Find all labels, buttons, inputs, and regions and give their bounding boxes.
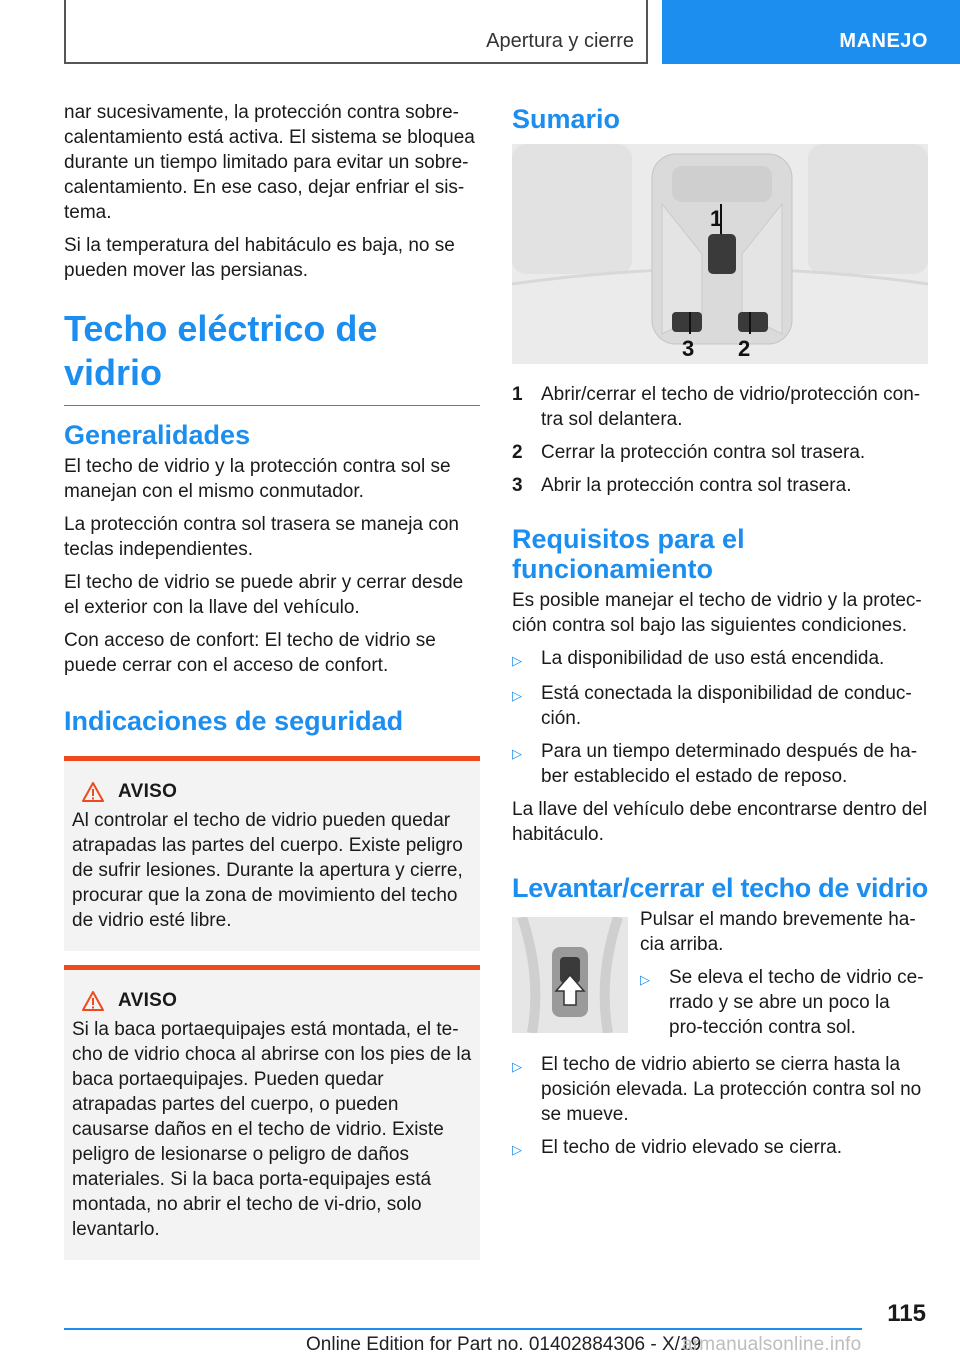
item-text: Abrir la protección contra sol trasera. xyxy=(541,475,852,496)
section-heading-seguridad: Indicaciones de seguridad xyxy=(64,706,404,736)
warning-box xyxy=(64,756,480,951)
paragraph: Si la temperatura del habitáculo es baja, no se pueden mover las persianas. xyxy=(64,235,455,281)
bullet-text: Se eleva el techo de vidrio ce-rrado y se abre un poco la pro-tección contra sol. xyxy=(669,967,924,1038)
page-title: Techo eléctrico de vidrio xyxy=(64,307,480,406)
paragraph: El techo de vidrio y la protección contra sol se manejan con el mismo conmutador. xyxy=(64,456,451,502)
header-chapter-tab xyxy=(662,0,960,64)
edition-text: Online Edition for Part no. 01402884306 - X/19 xyxy=(306,1334,702,1355)
list-item xyxy=(512,473,928,498)
switch-illustration xyxy=(512,917,628,1033)
page-number: 115 xyxy=(887,1300,926,1327)
warning-title xyxy=(72,988,472,1013)
item-number: 1 xyxy=(512,384,523,405)
header-chapter-label: MANEJO xyxy=(839,30,928,52)
bullet-item xyxy=(640,965,928,1040)
roof-console-figure xyxy=(512,144,928,364)
bullet-text: La disponibilidad de uso está encendida. xyxy=(541,648,885,669)
watermark: armanualsonline.info xyxy=(682,1334,862,1355)
paragraph: Con acceso de confort: El techo de vidrio se puede cerrar con el acceso de confort. xyxy=(64,630,436,676)
bullet-item xyxy=(512,1052,928,1127)
lift-instruction xyxy=(512,907,928,1048)
bullet-text: El techo de vidrio abierto se cierra hasta la posición elevada. La protección contra sol no se mueve. xyxy=(541,1054,922,1125)
figure-label-3: 3 xyxy=(682,336,695,361)
item-number: 2 xyxy=(512,442,523,463)
warning-box xyxy=(64,965,480,1260)
bullet-marker-icon: ▷ xyxy=(640,972,650,987)
bullet-item xyxy=(512,646,928,673)
figure-label-1: 1 xyxy=(710,206,723,231)
header-section-title: Apertura y cierre xyxy=(486,30,634,52)
warning-triangle-icon xyxy=(82,991,104,1011)
warning-label: AVISO xyxy=(118,781,178,802)
item-text: Cerrar la protección contra sol trasera. xyxy=(541,442,866,463)
bullet-marker-icon: ▷ xyxy=(512,1142,522,1157)
switch-thumbnail xyxy=(512,917,628,1033)
bullet-text: Está conectada la disponibilidad de conduc-ción. xyxy=(541,683,912,729)
bullet-text: El techo de vidrio elevado se cierra. xyxy=(541,1137,842,1158)
section-heading-generalidades: Generalidades xyxy=(64,420,251,450)
bullet-item xyxy=(512,681,928,731)
footer-divider xyxy=(64,1328,862,1330)
paragraph: nar sucesivamente, la protección contra sobre-calentamiento está activa. El sistema se bloquea durante un tiempo limitado para evitar un sobre-calentamiento. En ese caso, dejar enfriar el sis-tema. xyxy=(64,102,475,223)
section-heading-requisitos: Requisitos para el funcionamiento xyxy=(512,524,745,584)
bullet-marker-icon: ▷ xyxy=(512,653,522,668)
bullet-text: Para un tiempo determinado después de ha-ber establecido el estado de reposo. xyxy=(541,741,918,787)
bullet-marker-icon: ▷ xyxy=(512,1059,522,1074)
paragraph: Es posible manejar el techo de vidrio y la protec-ción contra sol bajo las siguientes condiciones. xyxy=(512,590,922,636)
section-heading-sumario: Sumario xyxy=(512,104,621,134)
paragraph: Pulsar el mando brevemente ha-cia arriba. xyxy=(640,909,916,955)
warning-text: Al controlar el techo de vidrio pueden quedar atrapadas las partes del cuerpo. Existe peligro de sufrir lesiones. Durante la apertura y cierre, procurar que la zona de movimiento del techo de vidrio esté libre. xyxy=(72,810,463,931)
item-text: Abrir/cerrar el techo de vidrio/protección con-tra sol delantera. xyxy=(541,384,921,430)
numbered-list xyxy=(512,382,928,498)
paragraph: La llave del vehículo debe encontrarse dentro del habitáculo. xyxy=(512,799,928,845)
warning-label: AVISO xyxy=(118,990,178,1011)
warning-triangle-icon xyxy=(82,782,104,802)
bullet-marker-icon: ▷ xyxy=(512,746,522,761)
paragraph: La protección contra sol trasera se maneja con teclas independientes. xyxy=(64,514,459,560)
list-item xyxy=(512,382,928,432)
right-column xyxy=(512,100,928,1170)
left-column xyxy=(64,100,480,1274)
bullet-item xyxy=(512,739,928,789)
list-item xyxy=(512,440,928,465)
roof-console-illustration xyxy=(512,144,928,364)
paragraph: El techo de vidrio se puede abrir y cerrar desde el exterior con la llave del vehículo. xyxy=(64,572,464,618)
item-number: 3 xyxy=(512,475,523,496)
bullet-marker-icon: ▷ xyxy=(512,688,522,703)
bullet-item xyxy=(512,1135,928,1162)
section-heading-levantar: Levantar/cerrar el techo de vidrio xyxy=(512,873,928,903)
warning-text: Si la baca portaequipajes está montada, el te-cho de vidrio choca al abrirse con los pies de la baca portaequipajes. Pueden quedar atrapadas partes del cuerpo, o pueden causarse daños en el techo de vidrio. Existe peligro de lesionarse o peligro de daños materiales. Si la baca porta-equipajes está montada, no abrir el techo de vi-drio, solo levantarlo. xyxy=(72,1019,472,1240)
figure-label-2: 2 xyxy=(738,336,751,361)
warning-title xyxy=(72,779,472,804)
